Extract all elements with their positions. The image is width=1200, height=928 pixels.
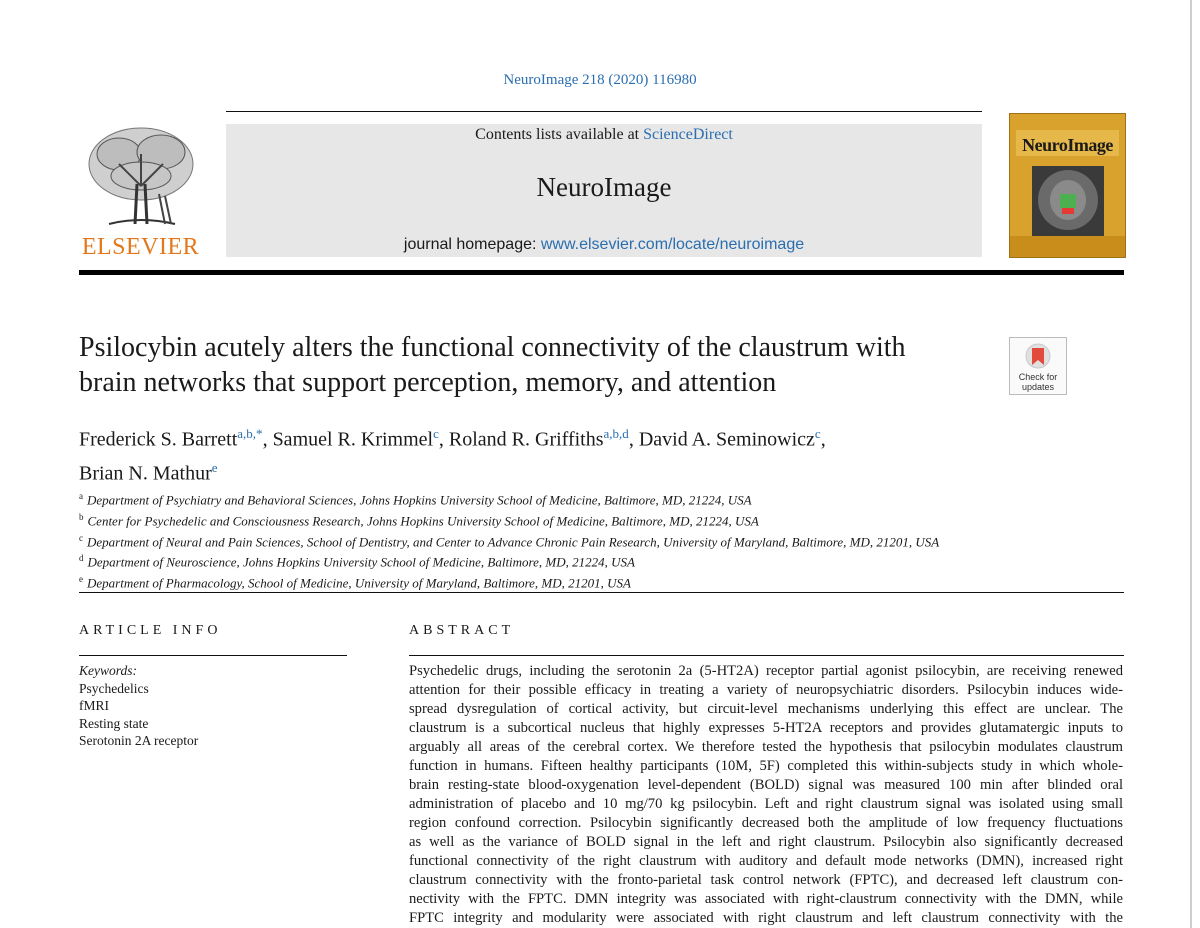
abstract-text [409, 662, 1123, 928]
page-edge [1190, 0, 1192, 928]
abstract-line: brain resting-state blood-oxygenation level-dependent (BOLD) signal was measured 100 min after blinded oral [409, 777, 1123, 793]
cover-title: NeuroImage [1022, 135, 1113, 155]
author-affil-link[interactable]: e [211, 459, 218, 475]
check-for-updates-badge[interactable] [1009, 337, 1067, 395]
author-affil-link[interactable]: a,b,* [237, 426, 263, 441]
author-affil-link[interactable]: c [433, 426, 439, 441]
affiliation: $^d$ Department of Neuroscience, Johns Hopkins University School of Medicine, Baltimore, MD, 21224, USA [79, 553, 635, 570]
journal-citation[interactable]: NeuroImage 218 (2020) 116980 [503, 72, 697, 88]
keyword[interactable]: Resting state [79, 715, 149, 731]
abstract-line: as well as the variance of BOLD signal in the left and right claustrum. Psilocybin also significantly decreased [409, 834, 1123, 850]
author-affil-link[interactable]: c [814, 426, 821, 441]
journal-title: NeuroImage [536, 172, 672, 202]
affiliation: $^e$ Department of Pharmacology, School of Medicine, University of Maryland, Baltimore, MD, 21201, USA [79, 574, 631, 591]
affiliation: $^c$ Department of Neural and Pain Sciences, School of Dentistry, and Center to Advance Chronic Pain Research, University of Maryland, Baltimore, MD, 21201, USA [79, 532, 940, 549]
elsevier-logo-text: ELSEVIER [81, 234, 200, 260]
header-rule [226, 111, 982, 112]
author-list: Frederick S. Barrett$^{a,b,*}$, Samuel R. Krimmel$^c$, Roland R. Griffiths$^{a,b,d}$, David A. Seminowicz$^c$, Brian N. Mathur$^e$ [79, 426, 826, 485]
sciencedirect-link[interactable]: ScienceDirect [643, 126, 733, 143]
abstract-line: nectivity with the FPTC. DMN integrity was associated with right-claustrum connectivity with the DMN, while [409, 891, 1123, 907]
keyword[interactable]: Psychedelics [79, 680, 149, 696]
article-info-rule [79, 655, 347, 656]
author-name[interactable]: Roland R. Griffiths [448, 428, 604, 451]
abstract-line: function in humans. Fifteen healthy participants (10M, 5F) completed this within-subjects study in which whole- [409, 758, 1123, 774]
author-name[interactable]: Brian N. Mathur [79, 462, 212, 485]
abstract-line: Psychedelic drugs, including the serotonin 2a (5-HT2A) receptor partial agonist psilocybin, are receiving renewed [409, 663, 1123, 679]
journal-cover[interactable] [1009, 113, 1126, 258]
keyword[interactable]: Serotonin 2A receptor [79, 733, 199, 748]
abstract-line: attention for their possible efficacy in treating a variety of neuropsychiatric disorders. Psilocybin induces wide- [409, 682, 1123, 698]
abstract-line: functional connectivity of the right claustrum with auditory and default mode networks (DMN), increased right [409, 853, 1123, 869]
article-info-heading: ARTICLE INFO [79, 623, 222, 638]
author-name[interactable]: David A. Seminowicz [638, 428, 815, 451]
affiliation: $^b$ Center for Psychedelic and Consciousness Research, Johns Hopkins University School of Medicine, Baltimore, MD, 21224, USA [79, 511, 759, 529]
abstract-line: administration of placebo and 10 mg/70 kg psilocybin. Left and right claustrum signal was isolated using small [409, 796, 1123, 812]
author-name[interactable]: Frederick S. Barrett [79, 428, 238, 451]
abstract-line: FPTC integrity and modularity were associated with right claustrum and left claustrum connectivity with the [409, 910, 1123, 926]
homepage-line: journal homepage: www.elsevier.com/locate/neuroimage [403, 236, 805, 253]
affiliation-list [79, 488, 1119, 592]
badge-text: Check for updates [1018, 372, 1058, 392]
abstract-line: claustrum is a subcortical nucleus that highly expresses 5-HT2A receptors and provides glutamatergic inputs to [409, 720, 1123, 736]
abstract-rule [409, 655, 1124, 656]
contents-line: Contents lists available at ScienceDirect [475, 126, 733, 143]
abstract-line: region confound correction. Psilocybin significantly decreased both the amplitude of low frequency fluctuations [409, 815, 1123, 831]
abstract-line: spread dysregulation of cortical activity, but circuit-level mechanisms underlying this effect are unclear. The [409, 701, 1123, 717]
journal-homepage-link[interactable]: www.elsevier.com/locate/neuroimage [540, 236, 805, 253]
keywords-label: Keywords: [79, 663, 137, 678]
author-name[interactable]: Samuel R. Krimmel [272, 428, 434, 451]
abstract-heading: ABSTRACT [409, 623, 515, 638]
keywords-block [79, 662, 198, 750]
journal-header-box [226, 124, 982, 257]
bookmark-icon [1010, 338, 1066, 372]
section-rule [79, 592, 1124, 593]
affiliation: $^a$ Department of Psychiatry and Behavioral Sciences, Johns Hopkins University School of Medicine, Baltimore, MD, 21224, USA [79, 491, 752, 508]
abstract-line: claustrum connectivity with the fronto-parietal task control network (FPTC), and decreased left claustrum con- [409, 872, 1123, 888]
abstract-line: arguably all areas of the cerebral cortex. We therefore tested the hypothesis that psilocybin modulates claustrum [409, 739, 1123, 755]
thick-rule [79, 270, 1124, 275]
keyword[interactable]: fMRI [79, 698, 109, 713]
author-affil-link[interactable]: a,b,d [603, 426, 629, 441]
article-title: Psilocybin acutely alters the functional connectivity of the claustrum with brain networks that support perception, memory, and attention [79, 332, 906, 398]
